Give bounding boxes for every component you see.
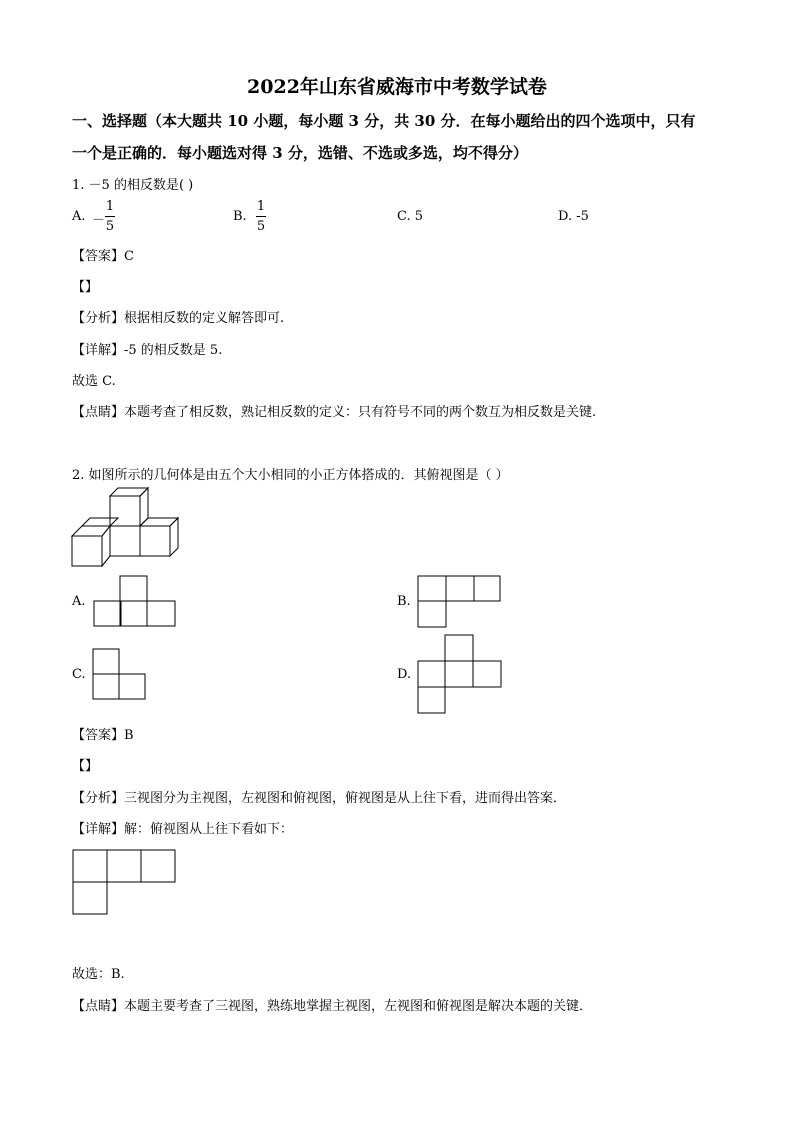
q2-empty-bracket: 【】 — [72, 759, 99, 774]
cube-front-left-top — [72, 526, 110, 536]
q2-option-a-view — [93, 575, 177, 629]
q2-option-d-view — [417, 634, 505, 716]
cube-front-right-side — [170, 518, 178, 556]
q2-option-c-view — [92, 648, 149, 702]
section-heading-line-1: 一、选择题（本大题共 10 小题，每小题 3 分，共 30 分．在每小题给出的四个选项中，只有 — [72, 112, 696, 130]
q1-conclusion: 故选 C. — [72, 374, 116, 389]
q2-solid-figure — [70, 486, 185, 570]
q2-solution-top-view — [72, 849, 178, 917]
q2-option-d-label: D. — [397, 667, 412, 682]
q1-stem: 1. －5 的相反数是( ) — [72, 178, 194, 193]
q2-analysis: 【分析】三视图分为主视图，左视图和俯视图，俯视图是从上往下看，进而得出答案． — [72, 791, 567, 806]
q2-stem: 2. 如图所示的几何体是由五个大小相同的小正方体搭成的．其俯视图是（ ） — [72, 468, 509, 483]
q1-empty-bracket: 【】 — [72, 280, 99, 295]
q1-comment: 【点睛】本题考查了相反数，熟记相反数的定义：只有符号不同的两个数互为相反数是关键. — [72, 405, 597, 420]
q2-answer: 【答案】B — [72, 728, 134, 743]
q1-option-d: D. -5 — [558, 209, 589, 224]
q1-option-a-denominator: 5 — [105, 219, 115, 234]
q1-option-a-numerator: 1 — [105, 199, 115, 214]
q1-option-b-label: B. — [233, 209, 247, 224]
cube-front-left — [72, 536, 102, 566]
q2-detail: 【详解】解：俯视图从上往下看如下： — [72, 822, 294, 837]
q2-option-b-view — [417, 575, 503, 629]
cube-top-middle-top — [110, 488, 148, 496]
q1-detail: 【详解】-5 的相反数是 5. — [72, 343, 223, 358]
cube-front-right-top — [140, 518, 178, 526]
q1-option-b-numerator: 1 — [256, 199, 266, 214]
q2-comment: 【点睛】本题主要考查了三视图，熟练地掌握主视图，左视图和俯视图是解决本题的关键． — [72, 999, 593, 1014]
q1-option-a-sign: － — [92, 213, 106, 228]
q1-option-a-fraction-bar — [105, 216, 115, 217]
q1-option-b-fraction-bar — [256, 216, 266, 217]
q1-option-a-label: A. — [72, 209, 86, 224]
exam-title: 2022年山东省威海市中考数学试卷 — [247, 76, 547, 98]
q1-answer: 【答案】C — [72, 249, 134, 264]
q1-option-b-denominator: 5 — [256, 219, 266, 234]
cube-top-middle-side — [140, 488, 148, 526]
cube-back-left-top — [82, 518, 118, 526]
q1-analysis: 【分析】根据相反数的定义解答即可. — [72, 311, 285, 326]
section-heading-line-2: 一个是正确的．每小题选对得 3 分，选错、不选或多选，均不得分） — [72, 144, 528, 162]
q2-option-a-label: A. — [72, 594, 86, 609]
cube-front-left-side — [102, 526, 110, 566]
q2-conclusion: 故选：B. — [72, 967, 125, 982]
cube-front-right — [140, 526, 170, 556]
q2-option-c-label: C. — [72, 667, 86, 682]
q2-option-b-label: B. — [397, 594, 411, 609]
cube-front-middle — [110, 526, 140, 556]
q1-option-c: C. 5 — [397, 209, 424, 224]
